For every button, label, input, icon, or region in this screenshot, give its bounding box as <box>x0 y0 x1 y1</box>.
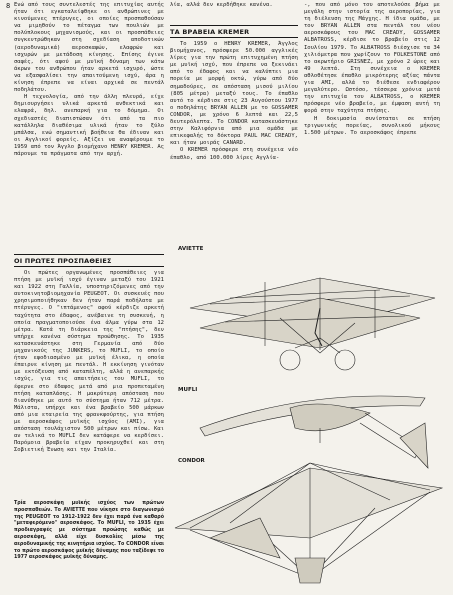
column-1-top <box>14 2 164 158</box>
kremer-rule-top <box>170 25 298 26</box>
column-3 <box>304 2 440 137</box>
paragraph-new-prize: Ο KREMER πρόσφερε στη συνέχεια νέο έπαθλο, από 100.000 λίρες Αγγλία- <box>170 147 298 161</box>
section-rule-top <box>14 254 164 255</box>
section-rule-bottom <box>14 266 164 267</box>
paragraph-continuation: λία, αλλά δεν κερδήθηκε κανένα. <box>170 2 273 8</box>
figure-label-condor: CONDOR <box>178 458 205 464</box>
section-heading-kremer: ΤΑ ΒΡΑΒΕΙΑ KREMER <box>170 28 250 36</box>
column-2-body <box>170 41 298 162</box>
paragraph-albatross: -, που από μόνο του αποτελούσε βήμα με μεγάλη στην ιστορία της αεροπορίας, για τη διέλευση της Μάγχης. Η ίδια ομάδα, με τον BRYAN ALLEN στα πεντάλ του νέου αεροσκάφους του MAC CREADY, GOSSAMER ALBATROSS, κέρδισε το βραβείο στις 12 Ιουλίου 1979. Το ALBATROSS διέσχισε τα 34 χιλιόμετρα που χωρίζουν το FOLKESTONE από το ακρωτήριο GRISNEZ, με χρόνο 2 ώρες και 49 λεπτά. Στη συνέχεια ο KREMER αθλοθέτησε έπαθλο μικρότερης αξίας πάντα για AMI, αλλά το διέθεσε ενδιαφέρον μεγαλύτερο. Ωστόσο, τέσσερα χρόνια μετά την επιτυχία του ALBATROSS, ο KREMER πρόσφερε νέο βραβείο, με έμφαση αυτή τη φορά στην ταχύτητα πτήσης. <box>304 2 440 115</box>
column-2 <box>170 2 298 9</box>
paragraph-technology: Η τεχνολογία, από την άλλη πλευρά, είχε δημιουργήσει υλικά αρκετά ανθεκτικά και ελαφρά, δηλ. ανεπαρκή για το δόμημα. Οι σχεδιαστές διαπιστώσαν ότι από τα πιο κατάλληλα διαθέσιμα υλικά ήταν το ξύλο μπάλσα, ενώ σημαντική βοήθεια θα έδιναν και οι Αγγλικοί φορείς. Αξίζει να αναφέρουμε το 1959 από τον Άγγλο βιομήχανο HENRY KREMER. Ας πάρουμε τα πράγματα από την αρχή. <box>14 94 164 157</box>
kremer-rule-bottom <box>170 37 298 38</box>
column-1-bottom <box>14 270 164 454</box>
paragraph-first-attempts: Οι πρώτες οργανωμένες προσπάθειες για πτήση με μυϊκή ισχύ έγιναν μεταξύ του 1921 και 1922 στη Γαλλία, υποστηριζόμενες από την αυτοκινητοβιομηχανία PEUGEOT. Οι συσκευές που χρησιμοποιήθηκαν δεν ήταν παρά ποδήλατα με πτέρυγες. Ο "ιπτάμενος" αφού κέρδιζε αρκετή ταχύτητα στο έδαφος, ανέβαινε τη συσκευή, η οποία πραγματοποιούσε ένα άλμα γύρω στα 12 μέτρα. Κατά τη διάρκεια της "πτήσης", δεν υπήρχε κανένα σύστημα προώθησης. Το 1935 κατασκευάστηκε στη Γερμανία από δύο μηχανικούς της JUNKERS, το MUFLI, το οποίο ήταν εφοδιασμένο με μυϊκή έλικα, η οποία έπαιρνε κίνηση με πεντάλ. Η εκκίνηση γινόταν με εκτόξευση από καταπέλτη, αλλά η ανεπαρκής ισχύς, για τις απαιτήσεις του MUFLI, το έφερνε στο έδαφος μετά από μια προπεταμένη πτήση καταπλάσης. Η μακρύτερη απόσταση που διανύθηκε με αυτό το σύστημα ήταν 712 μέτρα. Μάλιστα, υπήρχε και ένα βραβείο 500 μάρκων από μια εταιρεία της φρανκφούρτης, για πτήση με αεροσκάφος μυϊκής ισχύος (AMI), για απόσταση τουλάχιστον 500 μέτρων και πίσω. Και αν τελικά το MUFLI δεν κατάφερε να κερδίσει. Παρόμοια βραβεία είχαν προκηρυχθεί και στη Σοβιετική Ένωση και την Ιταλία. <box>14 270 164 454</box>
figure-label-mufli: MUFLI <box>178 387 198 393</box>
paragraph-kremer-prize: Το 1959 ο HENRY KREMER, Άγγλος βιομήχανος, πρόσφερε 50.000 αγγλικές λίρες για την πρώτη επιτυχημένη πτήση με μυϊκή ισχύ, που έπρεπε να ξεκινάει από το έδαφος και να καλύπτει μια πορεία με μορφή οκτώ, γύρω από δύο σημαδούρες, σε απόσταση μισού μιλίου (805 μέτρα) μεταξύ τους. Το έπαθλο αυτό το κέρδισε στις 23 Αυγούστου 1977 ο ποδηλάτης BRYAN ALLEN με το GOSSAMER CONDOR, με χρόνο 6 λεπτά και 22,5 δευτερόλεπτα. Το CONDOR κατασκευάστηκε στην Καλιφόρνια από μια ομάδα με επικεφαλής το δόκτορα PAUL MAC CREADY, και ήταν μοιράς CANARD. <box>170 41 298 147</box>
figure-label-aviette: AVIETTE <box>178 246 204 252</box>
figure-caption: Τρία αεροσκάφη μυϊκής ισχύος των πρώτων προσπαθειών. Το AVIETTE που νίκησε στο διαγωνισμό της PEUGEOT το 1912-1922 δεν έχει παρά ένα καθαρό "μεταφερόμενο" αεροσκάφος. Το MUFLI, το 1935 έχει προδιαγραφές με σύστημα προώσης καθώς με αεροσκάφη, αλλά είχε δυσκολίες μέσω της αεροδυναμικής της κινητήρια ισχύος. Το CONDOR είναι το πρώτο αεροσκάφος μυϊκής δύναμης που ταξίδεψε το 1977 αεροσκάφος μυϊκής δύναμης. <box>14 500 164 561</box>
paragraph-triangular-course: Η δοκιμασία συνίσταται σε πτήση τριγωνικής πορείας, συνολικού μήκους 1.500 μέτρων. Το αεροσκάφος έπρεπε <box>304 115 440 136</box>
section-heading-first-attempts: ΟΙ ΠΡΩΤΕΣ ΠΡΟΣΠΑΘΕΙΕΣ <box>14 257 112 265</box>
intro-paragraph: Ενώ από τους συντελεστές της επιτυχίας αυτής ήταν ότι εγκαταλείφθηκε οι ανθρώπινες με κινούμενες πτέρυγες, οι οποίες προσπαθούσαν να μιμηθούν το πέταγμα των πουλιών με πολύπλοκους μηχανισμούς, και οι προσπάθειες συγκεντρώθηκαν στη σχεδίαση αποδοτικών (αεροδυναμικά) αεροσκαφών, ελαφρών και ισχυρών με μετάδοση κίνησης. Επίσης έγινε σαφές, ότι αφού με μυϊκή δύναμη των κάτω άκρων του ανθρώπου ήταν αρκετά ισχυρό, ώστε να εξασφαλίσει την απαιτούμενη ισχύ, άρα η κίνηση έπρεπε να είναι αρχικά σε πεντάλ ποδηλάτου. <box>14 2 164 94</box>
page-number: 8 <box>6 2 11 10</box>
aircraft-illustrations <box>170 238 445 590</box>
